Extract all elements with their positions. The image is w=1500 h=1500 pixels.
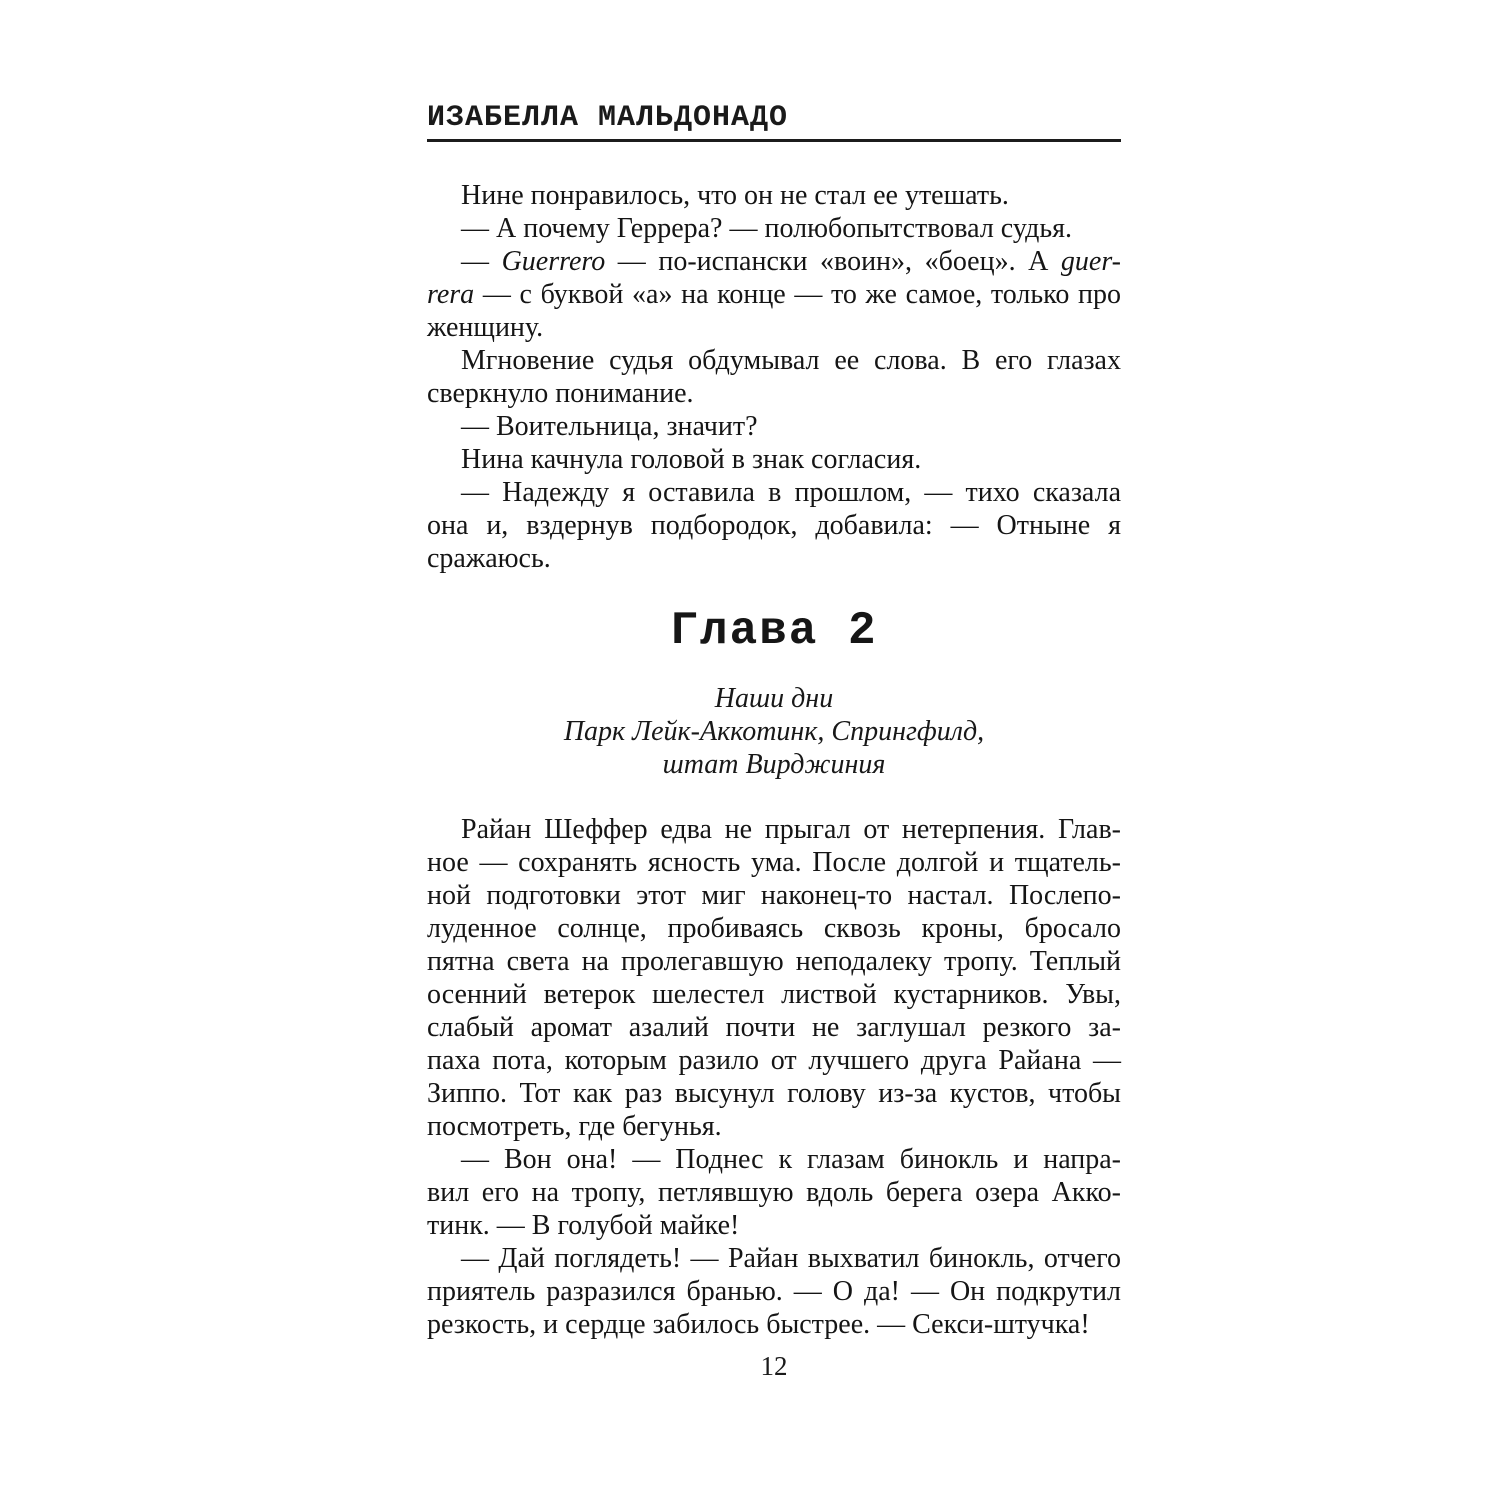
text-line: Райан Шеффер едва не прыгал от нетерпения. Глав- [461,814,1121,845]
text-line: rera — с буквой «а» на конце — то же самое, только про [427,279,1121,310]
epigraph-line: Наши дни [714,683,834,714]
text-line: женщину. [427,312,544,343]
paragraph [427,410,1121,443]
text-line: — Надежду я оставила в прошлом, — тихо сказала [461,477,1121,508]
body-text-after-chapter [427,813,1121,1341]
text-line: сражаюсь. [427,543,551,574]
paragraph [427,1242,1121,1341]
text-line: — Guerrero — по-испански «воин», «боец». А guer- [461,246,1122,277]
body-text-before-chapter [427,179,1121,575]
paragraph [427,1143,1121,1242]
chapter-heading: Глава 2 [670,605,878,657]
paragraph [427,212,1121,245]
paragraph [427,443,1121,476]
paragraph [427,476,1121,575]
chapter-epigraph [427,682,1121,781]
text-line: пятна света на пролегавшую неподалеку тропу. Теплый [427,946,1121,977]
text-line: сверкнуло понимание. [427,378,694,409]
running-head: ИЗАБЕЛЛА МАЛЬДОНАДО [427,103,1121,142]
paragraph [427,344,1121,410]
paragraph [427,245,1121,344]
text-line: она и, вздернув подбородок, добавила: — Отныне я [427,510,1121,541]
text-line: паха пота, которым разило от лучшего друга Райана — [427,1045,1121,1076]
text-line: осенний ветерок шелестел листвой кустарников. Увы, [427,979,1121,1010]
paragraph [427,813,1121,1143]
text-line: — Дай поглядеть! — Райан выхватил бинокль, отчего [461,1243,1121,1274]
epigraph-line: штат Вирджиния [662,749,886,780]
text-line: ной подготовки этот миг наконец-то настал. Послепо- [427,880,1121,911]
text-line: посмотреть, где бегунья. [427,1111,722,1142]
text-line: Мгновение судья обдумывал ее слова. В его глазах [461,345,1121,376]
text-line: луденное солнце, пробиваясь сквозь кроны, бросало [427,913,1121,944]
text-line: слабый аромат азалий почти не заглушал резкого за- [427,1012,1121,1043]
text-line: тинк. — В голубой майке! [427,1210,740,1241]
text-line: Зиппо. Тот как раз высунул голову из-за кустов, чтобы [427,1078,1121,1109]
epigraph-line: Парк Лейк-Аккотинк, Спрингфилд, [563,716,985,747]
paragraph [427,179,1121,212]
text-line: — Вон она! — Поднес к глазам бинокль и напра- [461,1144,1121,1175]
page-number: 12 [760,1351,788,1381]
text-line: — А почему Геррера? — полюбопытствовал судья. [461,213,1072,244]
text-line: Нине понравилось, что он не стал ее утешать. [461,180,1009,211]
text-line: — Воительница, значит? [461,411,758,442]
text-line: Нина качнула головой в знак согласия. [461,444,922,475]
text-line: вил его на тропу, петлявшую вдоль берега озера Акко- [427,1177,1121,1208]
text-column [427,0,1121,1341]
text-line: резкость, и сердце забилось быстрее. — Секси-штучка! [427,1309,1090,1340]
text-line: ное — сохранять ясность ума. После долгой и тщатель- [427,847,1121,878]
text-line: приятель разразился бранью. — О да! — Он подкрутил [427,1276,1121,1307]
